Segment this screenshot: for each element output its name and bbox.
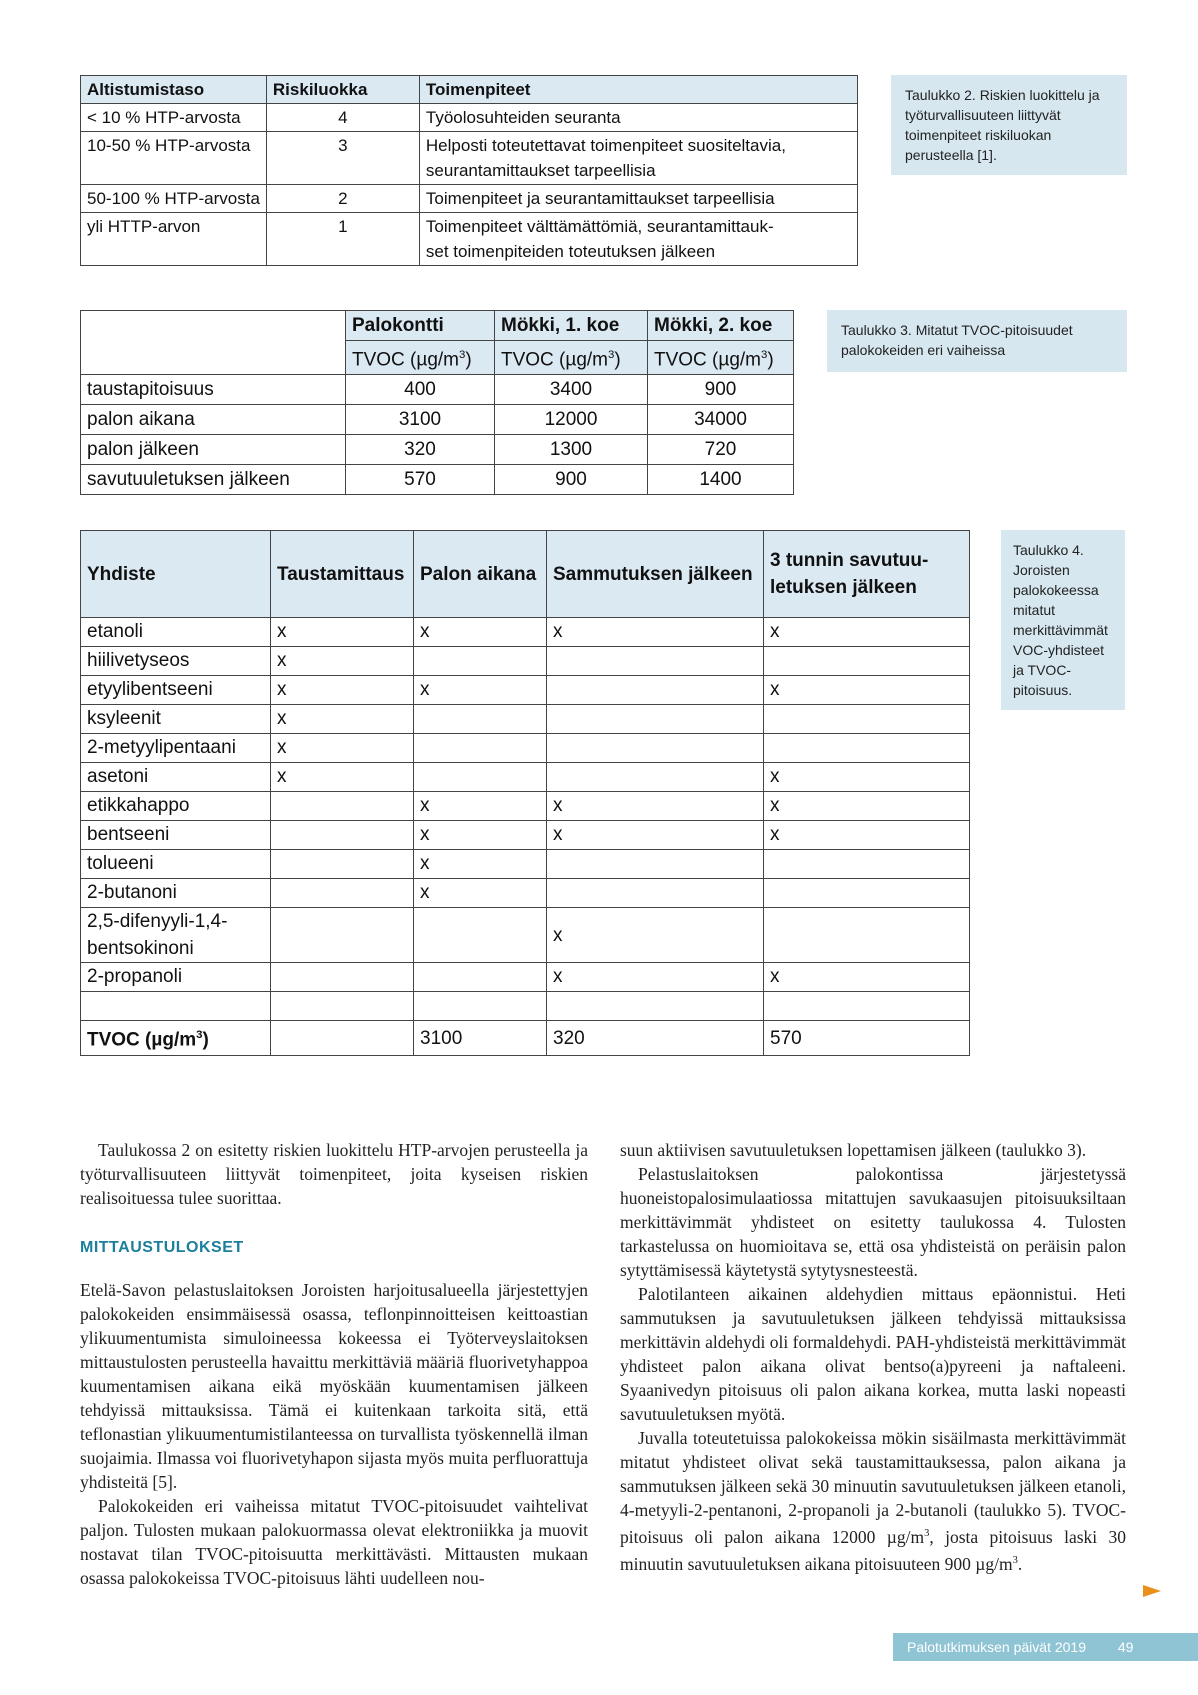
table-header-cell: Mökki, 1. koe (495, 311, 648, 341)
continue-arrow-icon (1143, 1585, 1161, 1597)
table-cell: 2-propanoli (81, 963, 271, 992)
unit-cell (346, 341, 495, 375)
table4-caption: Taulukko 4. Joroisten palokokeessa mitatut merkittävimmät VOC-yhdisteet ja TVOC-pitoisuus. (1001, 530, 1125, 710)
page-number: 49 (1117, 1639, 1134, 1655)
tvoc-exp: 3 (196, 1029, 203, 1042)
table-cell (547, 676, 764, 705)
table-header-cell: Taustamittaus (271, 531, 414, 618)
table-header-cell: Sammutuksen jälkeen (547, 531, 764, 618)
tvoc-label-cell (81, 1021, 271, 1056)
paragraph: Palokokeiden eri vaiheissa mitatut TVOC-pitoisuudet vaihtelivat paljon. Tulosten mukaan palokuormassa olevat elektroniikka ja muovit nostavat tilan TVOC-pitoisuutta merkittävästi. Mittausten mukaan osassa palokokeissa TVOC-pitoisuus lähti uudelleen nou- (80, 1496, 588, 1588)
cell-line: Helposti toteutettavat toimenpiteet suositeltavia, (425, 136, 786, 155)
table-row (81, 908, 970, 963)
table-row (81, 734, 970, 763)
table-cell: x (271, 705, 414, 734)
table-cell: x (547, 908, 764, 963)
table-cell (419, 213, 857, 266)
paragraph: Taulukossa 2 on esitetty riskien luokittelu HTP-arvojen perusteella ja työturvallisuuteen liittyvät toimenpiteet, joita kyseisen riskien realisoituessa tulee suorittaa. (80, 1140, 588, 1208)
table-header-cell: Altistumistaso (81, 76, 267, 104)
table-cell (81, 908, 271, 963)
table-header-row (81, 76, 858, 104)
tvoc-table (80, 310, 794, 495)
right-column (620, 1138, 1126, 1576)
table-header-cell: Riskiluokka (266, 76, 419, 104)
table-cell (764, 850, 970, 879)
unit-text: TVOC (µg/m (352, 349, 460, 371)
table-cell (414, 963, 547, 992)
unit-close: ) (767, 349, 774, 371)
table-row (81, 618, 970, 647)
table-cell: x (414, 792, 547, 821)
unit-exp: 3 (459, 349, 466, 361)
table-cell: 3400 (495, 375, 648, 405)
table-row (81, 850, 970, 879)
table-header-row (81, 311, 794, 341)
table-cell: asetoni (81, 763, 271, 792)
table-row (81, 213, 858, 266)
table-cell: x (764, 618, 970, 647)
table-cell: x (764, 792, 970, 821)
table-cell (271, 992, 414, 1021)
table-cell: ksyleenit (81, 705, 271, 734)
unit-cell (495, 341, 648, 375)
cell-line: Toimenpiteet välttämättömiä, seurantamittauk- (425, 217, 774, 236)
table-cell (764, 734, 970, 763)
table-cell: x (271, 647, 414, 676)
table-cell: 320 (547, 1021, 764, 1056)
table-cell (414, 992, 547, 1021)
table-cell: x (547, 821, 764, 850)
table-cell (764, 908, 970, 963)
table-cell: 320 (346, 435, 495, 465)
table-cell (547, 705, 764, 734)
table-cell: etyylibentseeni (81, 676, 271, 705)
table-empty-row (81, 992, 970, 1021)
table-cell: 34000 (648, 405, 794, 435)
table-cell (764, 647, 970, 676)
tvoc-close: ) (202, 1029, 209, 1051)
unit-text: TVOC (µg/m (654, 349, 762, 371)
section-heading: MITTAUSTULOKSET (80, 1239, 244, 1256)
table-cell (547, 734, 764, 763)
table-cell: 3 (266, 132, 419, 185)
table-header-cell: Palon aikana (414, 531, 547, 618)
table-cell: 4 (266, 104, 419, 132)
table-cell (81, 992, 271, 1021)
table-cell: taustapitoisuus (81, 375, 346, 405)
table-cell (547, 647, 764, 676)
table-row (81, 435, 794, 465)
table-cell (271, 879, 414, 908)
table-cell: x (764, 763, 970, 792)
text-run: Juvalla toteutetuissa palokokeissa mökin sisäilmasta merkittävimmät mitatut yhdisteet olivat sekä taustamittauksessa, palon aikana ja sammutuksen jälkeen sekä 30 minuutin savutuuletuksen jälkeen etanoli, 4-metyyli-2-pentanoni, 2-propanoli ja 2-butanoli (taulukko 5). TVOC-pitoisuus oli palon aikana 12000 µg/m (620, 1428, 1126, 1547)
table-cell: 3100 (346, 405, 495, 435)
table2-caption: Taulukko 2. Riskien luokittelu ja työturvallisuuteen liittyvät toimenpiteet riskiluokan perusteella [1]. (891, 75, 1127, 175)
table-cell: x (271, 676, 414, 705)
table-cell: 12000 (495, 405, 648, 435)
table-cell (547, 879, 764, 908)
cell-line: 2,5-difenyyli-1,4- (87, 911, 228, 932)
table-row (81, 375, 794, 405)
table-body (81, 618, 970, 908)
table-cell: 900 (648, 375, 794, 405)
cell-line: set toimenpiteiden toteutuksen jälkeen (425, 242, 716, 261)
header-line: 3 tunnin savutuu- (770, 550, 929, 571)
table-cell: 2 (266, 185, 419, 213)
table-cell (271, 963, 414, 992)
table-cell (271, 850, 414, 879)
table-cell (547, 992, 764, 1021)
table-cell: 900 (495, 465, 648, 495)
table-cell: x (271, 763, 414, 792)
table-header-cell (764, 531, 970, 618)
table-cell: x (271, 734, 414, 763)
table-cell: hiilivetyseos (81, 647, 271, 676)
table-row (81, 705, 970, 734)
footer-band (893, 1633, 1198, 1661)
table-cell: x (414, 879, 547, 908)
table-cell: x (547, 792, 764, 821)
table-row (81, 185, 858, 213)
paragraph: Palotilanteen aikainen aldehydien mittaus epäonnistui. Heti sammutuksen ja savutuuletuksen jälkeen tehdyissä mittauksissa merkittävin aldehydi oli formaldehydi. PAH-yhdisteistä merkittävimmät yhdisteet palon aikana olivat bentso(a)pyreeni ja naftaleeni. Syaanivedyn pitoisuus oli palon aikana korkea, mutta laski nopeasti savutuuletuksen myötä. (620, 1284, 1126, 1424)
table-cell: 570 (764, 1021, 970, 1056)
superscript: 3 (924, 1528, 930, 1539)
cell-line: seurantamittaukset tarpeellisia (425, 161, 656, 180)
table-cell: x (764, 821, 970, 850)
table-cell: Toimenpiteet ja seurantamittaukset tarpeellisia (419, 185, 857, 213)
table-cell: 570 (346, 465, 495, 495)
table-row (81, 647, 970, 676)
table-cell: < 10 % HTP-arvosta (81, 104, 267, 132)
table-cell: tolueeni (81, 850, 271, 879)
table-row (81, 963, 970, 992)
risk-classification-table (80, 75, 858, 266)
table3-caption: Taulukko 3. Mitatut TVOC-pitoisuudet palokokeiden eri vaiheissa (827, 310, 1127, 372)
table-cell: x (764, 676, 970, 705)
table-cell: 2-butanoni (81, 879, 271, 908)
table-row (81, 821, 970, 850)
unit-text: TVOC (µg/m (501, 349, 609, 371)
table-row (81, 104, 858, 132)
table-empty-cell (81, 311, 346, 375)
table-cell: 50-100 % HTP-arvosta (81, 185, 267, 213)
paragraph (620, 1426, 1126, 1576)
table-cell: savutuuletuksen jälkeen (81, 465, 346, 495)
table-cell (419, 132, 857, 185)
voc-compounds-table (80, 530, 970, 1056)
table-row (81, 465, 794, 495)
table-header-row (81, 531, 970, 618)
table-header-cell: Yhdiste (81, 531, 271, 618)
left-column (80, 1138, 588, 1590)
table-cell (764, 705, 970, 734)
table-cell: x (414, 676, 547, 705)
table-cell (414, 908, 547, 963)
table-cell: 720 (648, 435, 794, 465)
table-cell: 400 (346, 375, 495, 405)
table-row (81, 676, 970, 705)
unit-close: ) (614, 349, 621, 371)
table-cell: x (414, 850, 547, 879)
table-cell (414, 763, 547, 792)
table-header-cell: Toimenpiteet (419, 76, 857, 104)
table-row (81, 405, 794, 435)
table-cell: Työolosuhteiden seuranta (419, 104, 857, 132)
table-cell (547, 850, 764, 879)
table-cell: x (764, 963, 970, 992)
table-cell (271, 1021, 414, 1056)
table-row (81, 132, 858, 185)
cell-line: bentsokinoni (87, 938, 194, 959)
table-cell: 1400 (648, 465, 794, 495)
unit-cell (648, 341, 794, 375)
table-header-cell: Palokontti (346, 311, 495, 341)
table-header-cell: Mökki, 2. koe (648, 311, 794, 341)
table-cell: x (547, 618, 764, 647)
unit-close: ) (465, 349, 472, 371)
table-row (81, 879, 970, 908)
table-cell: yli HTTP-arvon (81, 213, 267, 266)
table-cell (764, 879, 970, 908)
table-cell: bentseeni (81, 821, 271, 850)
table-cell: 2-metyylipentaani (81, 734, 271, 763)
paragraph: Etelä-Savon pelastuslaitoksen Joroisten harjoitusalueella järjestettyjen palokokeiden ensimmäisessä osassa, teflonpinnoitteisen keittoastian ylikuumentumista simuloineessa kokeessa ei Työterveyslaitoksen mittaustulosten perusteella havaittu merkittäviä määriä fluorivetyhappoa kuumentamisen aikana eikä myöskään kuumentamisen jälkeen tehdyissä mittauksissa. Tämä ei kuitenkaan tarkoita sitä, että teflonastian ylikuumentumistilanteessa on turvallista työskennellä ilman suojaimia. Ilmassa voi fluorivetyhapon sijasta myös muita perfluorattuja yhdisteitä [5]. (80, 1280, 588, 1492)
table-cell: x (414, 618, 547, 647)
table-cell (414, 734, 547, 763)
table-cell: etikkahappo (81, 792, 271, 821)
table-cell: palon jälkeen (81, 435, 346, 465)
table-cell: palon aikana (81, 405, 346, 435)
table-cell: x (414, 821, 547, 850)
tvoc-label: TVOC (µg/m (87, 1029, 197, 1051)
unit-exp: 3 (761, 349, 768, 361)
table-row (81, 792, 970, 821)
table-cell: etanoli (81, 618, 271, 647)
table-cell (271, 821, 414, 850)
table-cell (764, 992, 970, 1021)
text-run: , josta pitoisuus laski 30 minuutin savutuuletuksen aikana pitoisuuteen 900 µg/m (620, 1526, 1126, 1574)
table-cell (414, 705, 547, 734)
footer-title: Palotutkimuksen päivät 2019 (907, 1639, 1086, 1655)
superscript: 3 (1012, 1554, 1018, 1566)
tvoc-row (81, 1021, 970, 1056)
table-cell (547, 763, 764, 792)
unit-exp: 3 (608, 349, 615, 361)
header-line: letuksen jälkeen (770, 577, 917, 598)
table-cell: 10-50 % HTP-arvosta (81, 132, 267, 185)
table-cell: 3100 (414, 1021, 547, 1056)
table-cell: x (547, 963, 764, 992)
paragraph: suun aktiivisen savutuuletuksen lopettamisen jälkeen (taulukko 3). (620, 1140, 1087, 1160)
table-row (81, 763, 970, 792)
table-cell: x (271, 618, 414, 647)
paragraph: Pelastuslaitoksen palokontissa järjestetyssä huoneistopalosimulaatiossa mitattujen savukaasujen pitoisuuksiltaan merkittävimmät yhdisteet on esitetty taulukossa 4. Tulosten tarkastelussa on huomioitava se, että osa yhdisteistä on peräisin palon sytyttämisessä käytetystä sytytysnesteestä. (620, 1164, 1126, 1280)
table-cell (271, 792, 414, 821)
table-cell (414, 647, 547, 676)
table-cell: 1300 (495, 435, 648, 465)
text-run: . (1017, 1553, 1023, 1574)
table-cell: 1 (266, 213, 419, 266)
table-cell (271, 908, 414, 963)
